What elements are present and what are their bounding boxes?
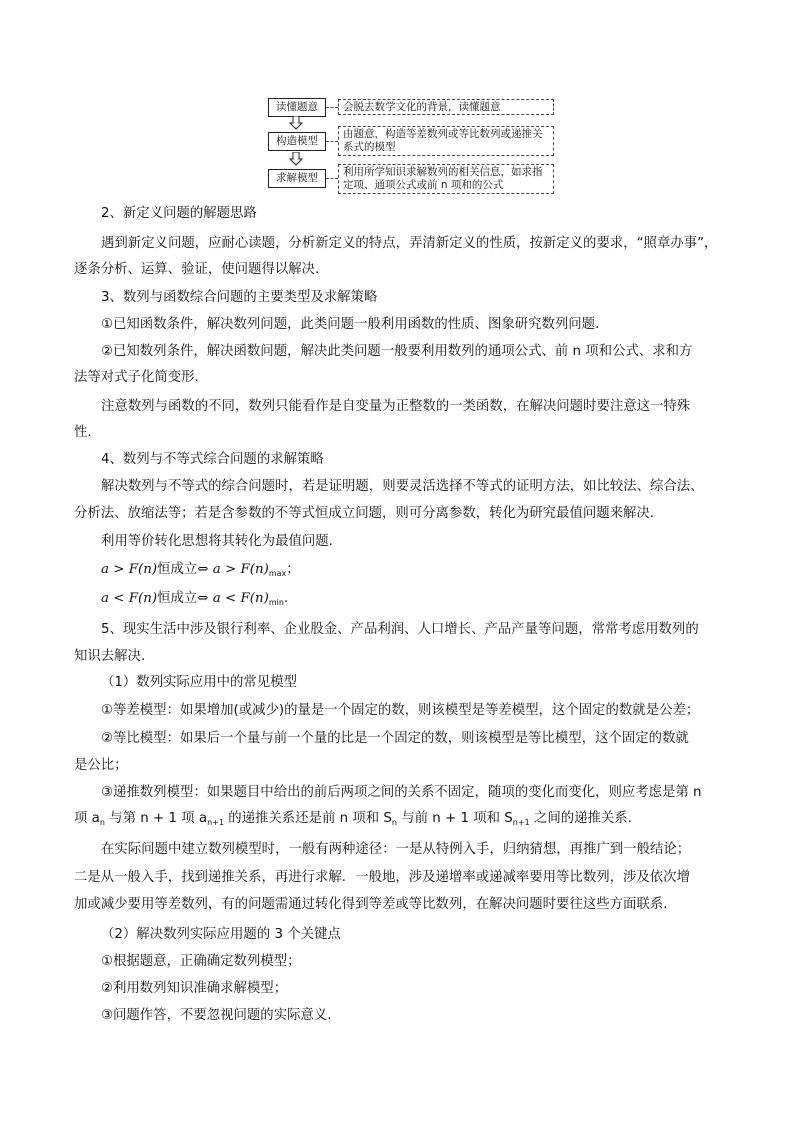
formula-min-mid: 恒成立 — [157, 591, 198, 606]
model-recursive-line2 — [74, 809, 632, 833]
section3-item2-line2: 法等对式子化简变形. — [74, 370, 199, 385]
formula-min-sub: min — [268, 598, 284, 607]
formula-max-right: ⇔ a > F(n) — [197, 562, 269, 577]
formula-min — [101, 589, 288, 613]
flow-connector — [326, 141, 338, 142]
recursive-part-a: 项 a — [74, 811, 100, 826]
section2-title: 2、新定义问题的解题思路 — [101, 206, 257, 221]
flow-note-solve: 利用所学知识求解数列的相关信息，如求指定项、通项公式或前 n 项和的公式 — [338, 164, 554, 194]
modeling-para-line2: 二是从一般入手，找到递推关系，再进行求解．一般地，涉及递增率或递减率要用等比数列，涉及依次增 — [74, 870, 690, 885]
section3-item1: ①已知函数条件，解决数列问题，此类问题一般利用函数的性质、图象研究数列问题. — [101, 317, 600, 332]
recursive-part-d: 与前 n + 1 项和 S — [396, 811, 513, 826]
formula-min-left: a < F(n) — [101, 591, 158, 606]
recursive-part-b: 与第 n + 1 项 a — [104, 811, 208, 826]
formula-max — [101, 560, 300, 584]
section5-subheading-2: （2）解决数列实际应用题的 3 个关键点 — [101, 927, 341, 942]
formula-min-end: . — [283, 591, 289, 606]
recursive-sub-d: n+1 — [512, 818, 530, 827]
key-point-3: ③问题作答，不要忽视问题的实际意义. — [101, 1008, 332, 1023]
model-arithmetic: ①等差模型：如果增加(或减少)的量是一个固定的数，则该模型是等差模型，这个固定的数就是公差； — [101, 703, 700, 718]
section5-title-line2: 知识去解决. — [74, 649, 146, 664]
section2-body-line2: 逐条分析、运算、验证，使问题得以解决. — [74, 262, 320, 277]
modeling-para-line1: 在实际问题中建立数列模型时，一般有两种途径：一是从特例入手，归纳猜想，再推广到一般结论； — [101, 842, 691, 857]
recursive-part-c: 的递推关系还是前 n 项和 S — [223, 811, 392, 826]
modeling-para-line3: 加或减少要用等差数列，有的问题需通过转化得到等差或等比数列，在解决问题时要往这些方面联系. — [74, 897, 668, 912]
section4-body-line2: 分析法、放缩法等；若是含参数的不等式恒成立问题，则可分离参数，转化为研究最值问题来解决. — [74, 506, 655, 521]
flow-step-read: 读懂题意 — [268, 98, 326, 117]
section2-body-line1: 遇到新定义问题，应耐心读题，分析新定义的特点，弄清新定义的性质，按新定义的要求，“照章办事”， — [101, 236, 718, 251]
flow-step-solve: 求解模型 — [268, 169, 326, 188]
section4-equiv: 利用等价转化思想将其转化为最值问题. — [101, 534, 333, 549]
key-point-2: ②利用数列知识准确求解模型； — [101, 981, 288, 996]
section5-subheading-1: （1）数列实际应用中的常见模型 — [101, 675, 297, 690]
flow-connector — [326, 178, 338, 179]
section3-note-line1: 注意数列与函数的不同，数列只能看作是自变量为正整数的一类函数，在解决问题时要注意这一特殊 — [101, 399, 691, 414]
recursive-sub-c: n — [391, 818, 397, 827]
flow-note-build: 由题意，构造等差数列或等比数列或递推关系式的模型 — [338, 126, 554, 156]
formula-max-mid: 恒成立 — [157, 562, 198, 577]
recursive-part-e: 之间的递推关系. — [529, 811, 632, 826]
flow-diagram — [268, 96, 558, 196]
formula-max-sub: max — [268, 569, 287, 578]
recursive-sub-b: n+1 — [207, 818, 224, 827]
flow-note-read: 会脱去数学文化的背景，读懂题意 — [338, 99, 554, 115]
flow-connector — [326, 107, 338, 108]
down-arrow-icon — [289, 152, 303, 166]
formula-max-end: ； — [286, 562, 300, 577]
section5-title-line1: 5、现实生活中涉及银行利率、企业股金、产品利润、人口增长、产品产量等问题，常常考虑用数列的 — [101, 622, 699, 637]
formula-max-left: a > F(n) — [101, 562, 158, 577]
section3-title: 3、数列与函数综合问题的主要类型及求解策略 — [101, 290, 378, 305]
key-point-1: ①根据题意，正确确定数列模型； — [101, 954, 301, 969]
formula-min-right: ⇔ a < F(n) — [197, 591, 269, 606]
section3-note-line2: 性. — [74, 425, 92, 440]
down-arrow-icon — [289, 116, 303, 130]
model-recursive-line1: ③递推数列模型：如果题目中给出的前后两项之间的关系不固定，随项的变化而变化，则应考虑是第 n — [101, 785, 702, 800]
section4-body-line1: 解决数列与不等式的综合问题时，若是证明题，则要灵活选择不等式的证明方法，如比较法、综合法、 — [101, 479, 704, 494]
model-geometric-line1: ②等比模型：如果后一个量与前一个量的比是一个固定的数，则该模型是等比模型，这个固定的数就 — [101, 731, 689, 746]
section4-title: 4、数列与不等式综合问题的求解策略 — [101, 452, 324, 467]
model-geometric-line2: 是公比； — [74, 758, 128, 773]
recursive-sub-a: n — [99, 818, 105, 827]
flow-step-build: 构造模型 — [268, 132, 326, 151]
section3-item2-line1: ②已知数列条件，解决函数问题，解决此类问题一般要利用数列的通项公式、前 n 项和公式、求和方 — [101, 344, 693, 359]
